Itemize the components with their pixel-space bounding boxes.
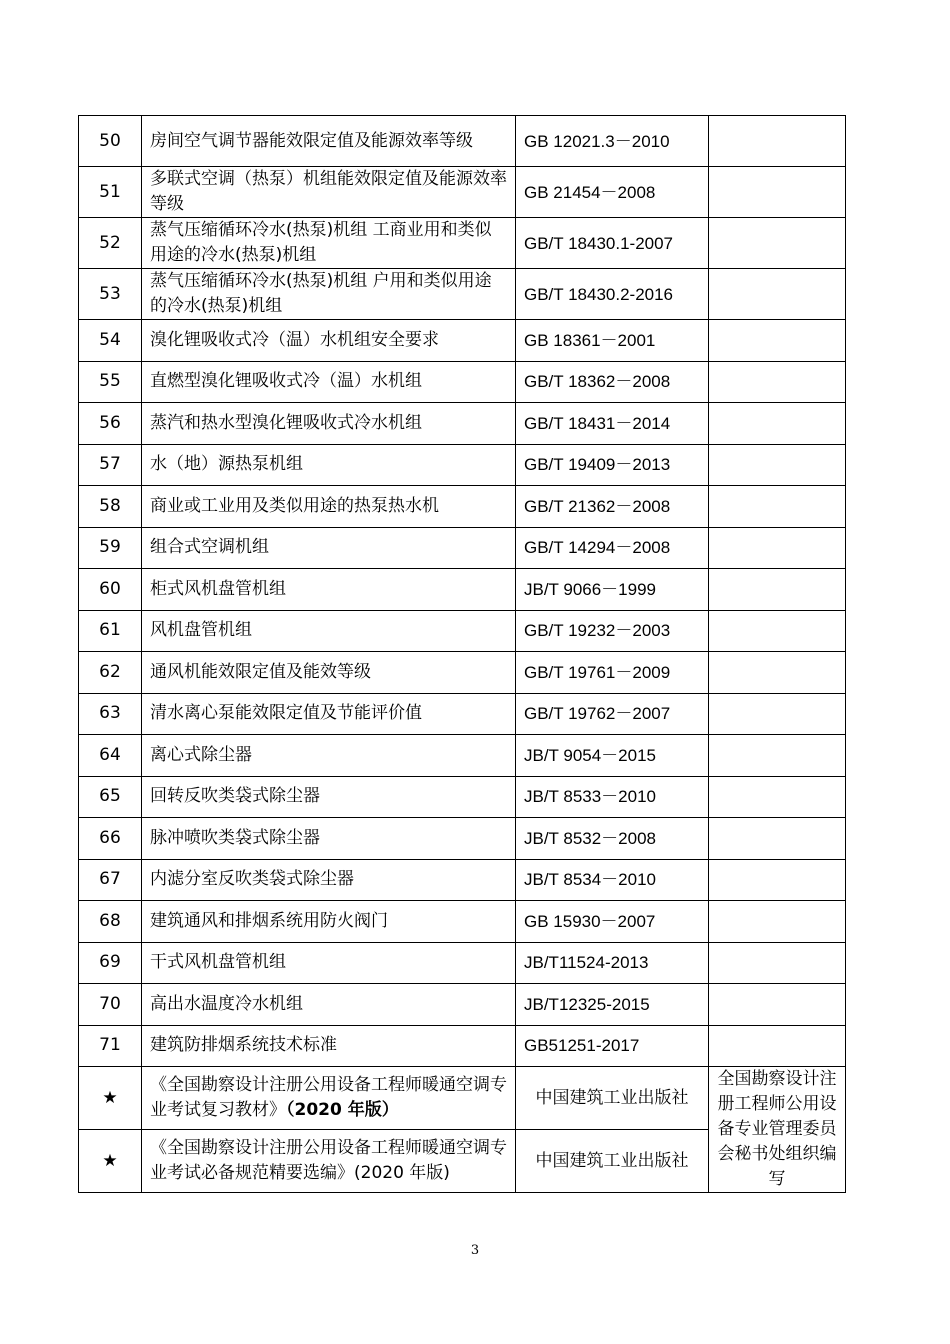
table-row xyxy=(79,652,846,694)
remark-cell xyxy=(709,818,846,860)
row-number: 57 xyxy=(79,444,142,486)
book-row xyxy=(79,1067,846,1130)
table-row xyxy=(79,403,846,445)
row-number: 71 xyxy=(79,1025,142,1067)
table-body xyxy=(79,116,846,1193)
standards-table xyxy=(78,115,846,1193)
book-edition: (2020 年版) xyxy=(354,1163,450,1183)
row-number: 61 xyxy=(79,610,142,652)
table-row xyxy=(79,444,846,486)
row-number: 64 xyxy=(79,735,142,777)
standard-name: 蒸气压缩循环冷水(热泵)机组 户用和类似用途的冷水(热泵)机组 xyxy=(142,269,516,320)
standard-name: 通风机能效限定值及能效等级 xyxy=(142,652,516,694)
standard-code: GB 21454－2008 xyxy=(516,167,709,218)
standard-code: GB/T 19409－2013 xyxy=(516,444,709,486)
standard-code: GB/T 14294－2008 xyxy=(516,527,709,569)
standard-name: 蒸气压缩循环冷水(热泵)机组 工商业用和类似用途的冷水(热泵)机组 xyxy=(142,218,516,269)
row-number: 50 xyxy=(79,116,142,167)
row-number: 55 xyxy=(79,361,142,403)
standard-code: GB/T 19762－2007 xyxy=(516,693,709,735)
table-row xyxy=(79,693,846,735)
table-row xyxy=(79,901,846,943)
row-number: 63 xyxy=(79,693,142,735)
standard-code: JB/T12325-2015 xyxy=(516,984,709,1026)
standard-code: JB/T 9066－1999 xyxy=(516,569,709,611)
star-mark: ★ xyxy=(79,1067,142,1130)
row-number: 60 xyxy=(79,569,142,611)
row-number: 59 xyxy=(79,527,142,569)
standard-name: 回转反吹类袋式除尘器 xyxy=(142,776,516,818)
standard-name: 清水离心泵能效限定值及节能评价值 xyxy=(142,693,516,735)
remark-cell xyxy=(709,652,846,694)
row-number: 52 xyxy=(79,218,142,269)
row-number: 53 xyxy=(79,269,142,320)
book-title-cell xyxy=(142,1067,516,1130)
table-row xyxy=(79,818,846,860)
table-row xyxy=(79,1025,846,1067)
publisher: 中国建筑工业出版社 xyxy=(516,1130,709,1193)
remark-cell xyxy=(709,942,846,984)
standard-code: JB/T11524-2013 xyxy=(516,942,709,984)
row-number: 66 xyxy=(79,818,142,860)
standard-name: 房间空气调节器能效限定值及能源效率等级 xyxy=(142,116,516,167)
publisher: 中国建筑工业出版社 xyxy=(516,1067,709,1130)
remark-cell xyxy=(709,167,846,218)
standard-name: 建筑防排烟系统技术标准 xyxy=(142,1025,516,1067)
standard-name: 多联式空调（热泵）机组能效限定值及能源效率等级 xyxy=(142,167,516,218)
table-row xyxy=(79,984,846,1026)
remark-cell xyxy=(709,269,846,320)
standard-code: GB/T 19232－2003 xyxy=(516,610,709,652)
book-title: 《全国勘察设计注册公用设备工程师暖通空调专业考试复习教材》 xyxy=(150,1075,507,1120)
standard-name: 高出水温度冷水机组 xyxy=(142,984,516,1026)
standard-code: GB51251-2017 xyxy=(516,1025,709,1067)
table-row xyxy=(79,610,846,652)
remark-cell xyxy=(709,693,846,735)
table-row xyxy=(79,486,846,528)
remark-cell xyxy=(709,486,846,528)
standard-name: 脉冲喷吹类袋式除尘器 xyxy=(142,818,516,860)
remark-cell xyxy=(709,569,846,611)
book-edition: （2020 年版） xyxy=(286,1100,399,1120)
table-row xyxy=(79,859,846,901)
remark-cell xyxy=(709,218,846,269)
standard-code: GB/T 21362－2008 xyxy=(516,486,709,528)
table-row xyxy=(79,942,846,984)
remark-cell xyxy=(709,735,846,777)
standard-code: JB/T 8534－2010 xyxy=(516,859,709,901)
table-row xyxy=(79,218,846,269)
standard-name: 建筑通风和排烟系统用防火阀门 xyxy=(142,901,516,943)
standard-code: GB 12021.3－2010 xyxy=(516,116,709,167)
remark-cell xyxy=(709,859,846,901)
row-number: 65 xyxy=(79,776,142,818)
table-row xyxy=(79,269,846,320)
standard-name: 直燃型溴化锂吸收式冷（温）水机组 xyxy=(142,361,516,403)
standard-code: GB/T 18362－2008 xyxy=(516,361,709,403)
row-number: 67 xyxy=(79,859,142,901)
standard-code: GB/T 18430.1-2007 xyxy=(516,218,709,269)
row-number: 56 xyxy=(79,403,142,445)
book-title-cell xyxy=(142,1130,516,1193)
remark-cell xyxy=(709,361,846,403)
standard-name: 离心式除尘器 xyxy=(142,735,516,777)
standard-code: GB/T 18431－2014 xyxy=(516,403,709,445)
remark-cell xyxy=(709,403,846,445)
standard-code: GB/T 18430.2-2016 xyxy=(516,269,709,320)
table-row xyxy=(79,116,846,167)
remark-cell xyxy=(709,984,846,1026)
table-row xyxy=(79,527,846,569)
row-number: 62 xyxy=(79,652,142,694)
row-number: 51 xyxy=(79,167,142,218)
standard-name: 商业或工业用及类似用途的热泵热水机 xyxy=(142,486,516,528)
standard-name: 风机盘管机组 xyxy=(142,610,516,652)
table-row xyxy=(79,320,846,362)
table-row xyxy=(79,776,846,818)
remark-cell xyxy=(709,901,846,943)
row-number: 58 xyxy=(79,486,142,528)
standard-code: GB 18361－2001 xyxy=(516,320,709,362)
standard-name: 水（地）源热泵机组 xyxy=(142,444,516,486)
book-title: 《全国勘察设计注册公用设备工程师暖通空调专业考试必备规范精要选编》 xyxy=(150,1138,507,1183)
row-number: 69 xyxy=(79,942,142,984)
remark-cell xyxy=(709,527,846,569)
standard-code: JB/T 8533－2010 xyxy=(516,776,709,818)
standard-code: GB 15930－2007 xyxy=(516,901,709,943)
standard-code: GB/T 19761－2009 xyxy=(516,652,709,694)
standard-name: 蒸汽和热水型溴化锂吸收式冷水机组 xyxy=(142,403,516,445)
standard-name: 干式风机盘管机组 xyxy=(142,942,516,984)
table-row xyxy=(79,569,846,611)
standard-name: 溴化锂吸收式冷（温）水机组安全要求 xyxy=(142,320,516,362)
standard-code: JB/T 9054－2015 xyxy=(516,735,709,777)
remark-cell xyxy=(709,776,846,818)
standard-name: 柜式风机盘管机组 xyxy=(142,569,516,611)
remark-cell xyxy=(709,444,846,486)
page-number: 3 xyxy=(470,1243,480,1258)
row-number: 68 xyxy=(79,901,142,943)
remark-cell xyxy=(709,1025,846,1067)
row-number: 70 xyxy=(79,984,142,1026)
compiler-note: 全国勘察设计注册工程师公用设备专业管理委员会秘书处组织编写 xyxy=(709,1067,846,1193)
row-number: 54 xyxy=(79,320,142,362)
table-row xyxy=(79,735,846,777)
remark-cell xyxy=(709,320,846,362)
remark-cell xyxy=(709,610,846,652)
star-mark: ★ xyxy=(79,1130,142,1193)
standard-code: JB/T 8532－2008 xyxy=(516,818,709,860)
table-row xyxy=(79,361,846,403)
standard-name: 内滤分室反吹类袋式除尘器 xyxy=(142,859,516,901)
table-row xyxy=(79,167,846,218)
remark-cell xyxy=(709,116,846,167)
standard-name: 组合式空调机组 xyxy=(142,527,516,569)
